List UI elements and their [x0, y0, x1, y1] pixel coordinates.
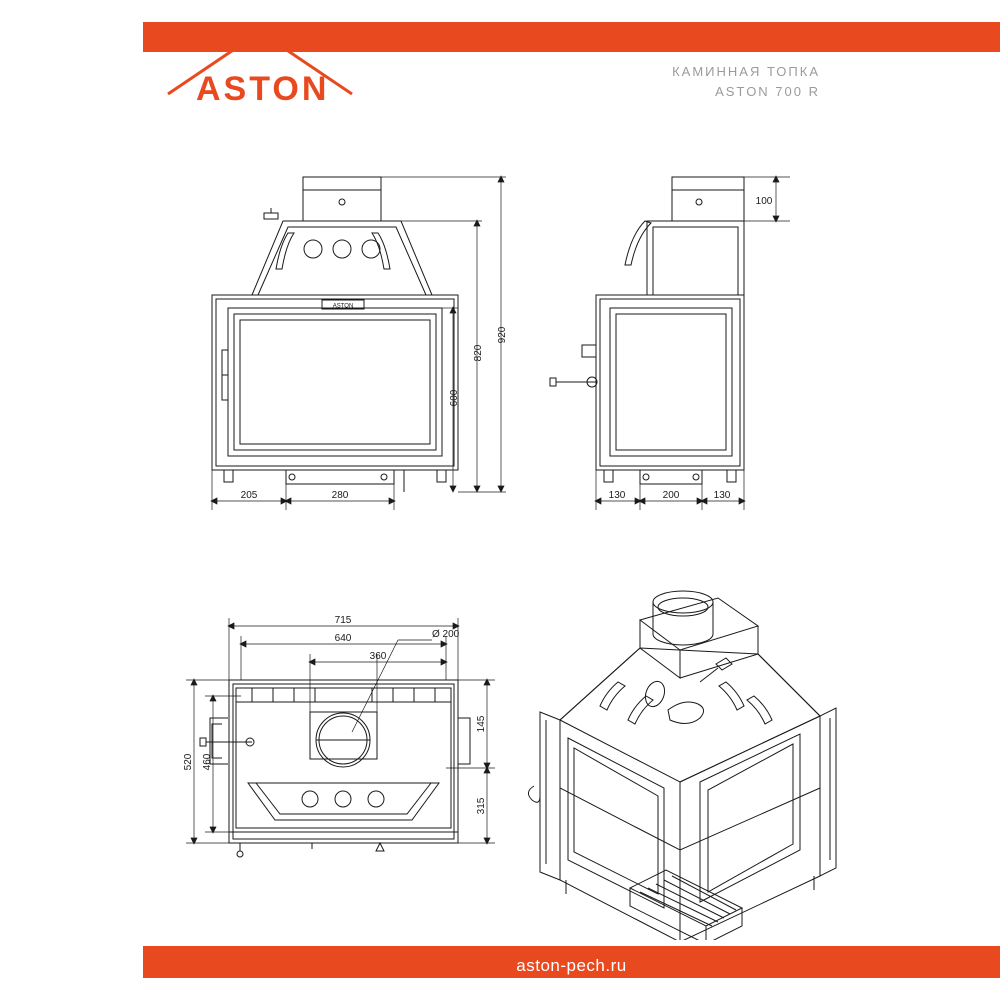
dim-top-145: 145 [476, 715, 487, 733]
dim-top-715: 715 [334, 615, 352, 626]
dim-front-205: 205 [240, 490, 258, 501]
dim-front-280: 280 [331, 490, 349, 501]
dim-side-200: 200 [662, 490, 680, 501]
side-elevation-view [550, 177, 744, 484]
product-title-line1: КАМИННАЯ ТОПКА [672, 64, 820, 79]
front-dimensions [211, 176, 506, 510]
isometric-view [528, 591, 836, 940]
product-title-line2: ASTON 700 R [715, 84, 820, 99]
aston-logo [160, 22, 390, 112]
dim-top-315: 315 [476, 797, 487, 815]
top-plan-view [200, 680, 470, 857]
footer-website-url[interactable]: aston-pech.ru [516, 956, 627, 975]
svg-text:ASTON: ASTON [196, 70, 330, 108]
technical-drawing [0, 120, 1000, 940]
dim-top-360: 360 [369, 651, 387, 662]
dim-front-600: 600 [449, 389, 460, 407]
dim-front-920: 920 [497, 326, 508, 344]
dim-top-460: 460 [202, 753, 213, 771]
front-elevation-view [212, 177, 458, 492]
dim-front-820: 820 [473, 344, 484, 362]
dim-side-130-right: 130 [713, 490, 731, 501]
dim-top-520: 520 [183, 753, 194, 771]
svg-text:ASTON: ASTON [332, 303, 354, 310]
dim-side-100: 100 [755, 196, 773, 207]
dim-top-diameter: Ø 200 [432, 629, 460, 640]
side-dimensions [595, 176, 790, 510]
dim-top-640: 640 [334, 633, 352, 644]
product-title [560, 62, 820, 102]
top-dimensions [186, 618, 495, 844]
dim-side-130-left: 130 [608, 490, 626, 501]
